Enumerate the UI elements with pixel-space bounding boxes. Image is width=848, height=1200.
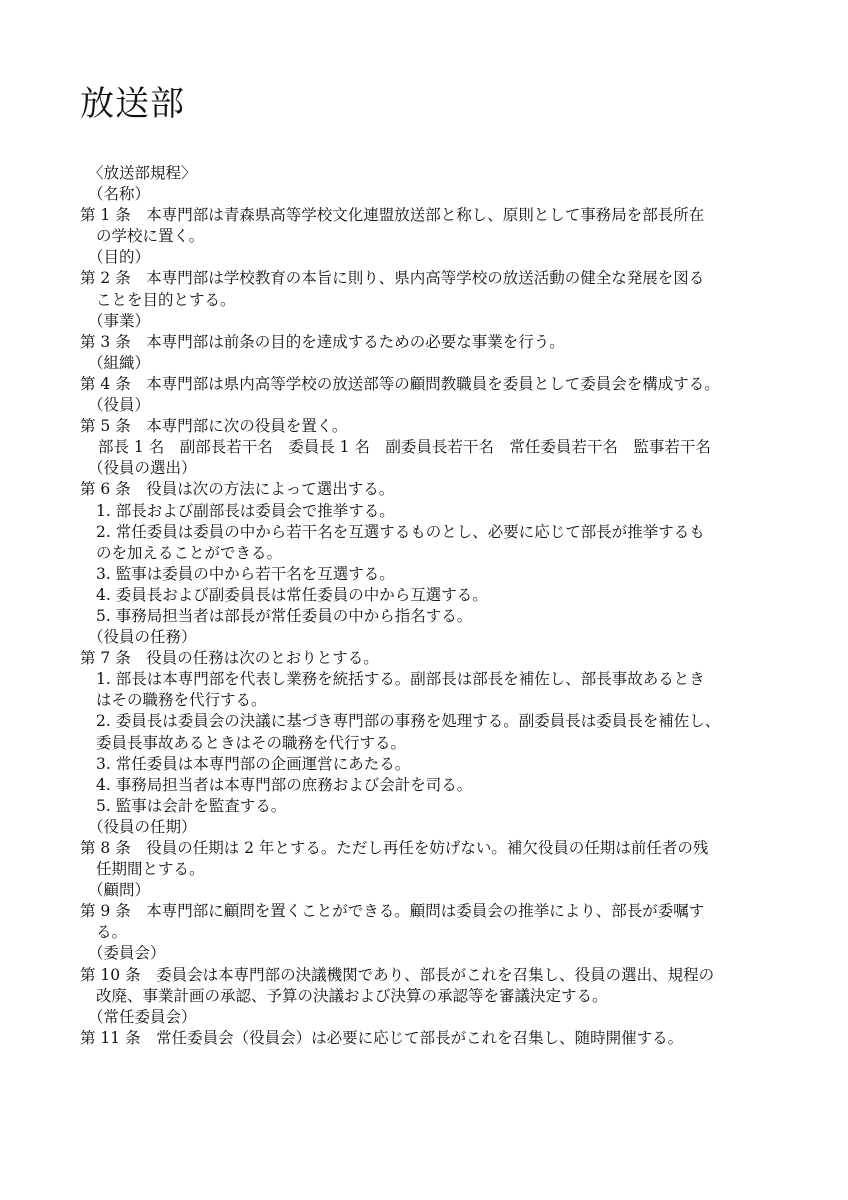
text-line: のを加えることができる。 [96, 543, 283, 562]
text-line: 5. 監事は会計を監査する。 [96, 796, 287, 815]
text-line: （役員の任務） [88, 628, 197, 647]
text-line: （役員） [88, 396, 151, 415]
text-line: 改廃、事業計画の承認、予算の決議および決算の承認等を審議決定する。 [96, 986, 608, 1005]
text-line: 2. 委員長は委員会の決議に基づき専門部の事務を処理する。副委員長は委員長を補佐し、 [96, 712, 721, 731]
text-line: （委員会） [88, 944, 166, 963]
text-line: 第 3 条 本専門部は前条の目的を達成するための必要な事業を行う。 [80, 332, 565, 351]
text-line: 第 9 条 本専門部に顧問を置くことができる。顧問は委員会の推挙により、部長が委嘱す [80, 902, 705, 921]
text-line: 5. 事務局担当者は部長が常任委員の中から指名する。 [96, 606, 473, 625]
text-line: 委員長事故あるときはその職務を代行する。 [96, 733, 407, 752]
text-line: （顧問） [88, 881, 151, 900]
text-line: （組織） [88, 353, 151, 372]
text-line: 1. 部長は本専門部を代表し業務を統括する。副部長は部長を補佐し、部長事故あるとき [96, 670, 705, 689]
text-line: 任期間とする。 [96, 860, 205, 879]
text-line: 第 1 条 本専門部は青森県高等学校文化連盟放送部と称し、原則として事務局を部長所在 [80, 206, 705, 225]
regulation-body [80, 163, 780, 1049]
text-line: 第 8 条 役員の任期は 2 年とする。ただし再任を妨げない。補欠役員の任期は前任者の残 [80, 839, 709, 857]
text-line: （名称） [88, 185, 151, 204]
text-line: の学校に置く。 [96, 227, 205, 246]
text-line: （事業） [88, 311, 151, 330]
text-line: 第 11 条 常任委員会（役員会）は必要に応じて部長がこれを召集し、随時開催する。 [80, 1028, 684, 1047]
text-line: ことを目的とする。 [96, 290, 236, 309]
text-line: 第 6 条 役員は次の方法によって選出する。 [80, 480, 395, 499]
page-title: 放送部 [80, 84, 185, 124]
text-line: 3. 常任委員は本専門部の企画運営にあたる。 [96, 754, 411, 773]
text-line: （常任委員会） [88, 1007, 197, 1026]
text-line: 第 5 条 本専門部に次の役員を置く。 [80, 417, 348, 436]
text-line: る。 [96, 923, 128, 942]
text-line: 3. 監事は委員の中から若干名を互選する。 [96, 564, 395, 583]
text-line: 2. 常任委員は委員の中から若干名を互選するものとし、必要に応じて部長が推挙するも [96, 522, 705, 541]
text-line: 4. 事務局担当者は本専門部の庶務および会計を司る。 [96, 775, 473, 794]
text-line: （役員の任期） [88, 817, 197, 836]
text-line: 〈放送部規程〉 [88, 164, 197, 182]
text-line: 1. 部長および副部長は委員会で推挙する。 [96, 501, 395, 520]
text-line: 第 2 条 本専門部は学校教育の本旨に則り、県内高等学校の放送活動の健全な発展を図る [80, 269, 705, 288]
text-line: 4. 委員長および副委員長は常任委員の中から互選する。 [96, 585, 488, 604]
text-line: 第 7 条 役員の任務は次のとおりとする。 [80, 649, 379, 668]
text-line: （目的） [88, 248, 151, 267]
text-line: はその職務を代行する。 [96, 691, 267, 710]
text-line: 第 4 条 本専門部は県内高等学校の放送部等の顧問教職員を委員として委員会を構成する。 [80, 374, 720, 393]
text-line: 部長 1 名 副部長若干名 委員長 1 名 副委員長若干名 常任委員若干名 監事若干名 [98, 438, 711, 457]
text-line: （役員の選出） [88, 459, 197, 478]
text-line: 第 10 条 委員会は本専門部の決議機関であり、部長がこれを召集し、役員の選出、規程の [80, 965, 715, 984]
